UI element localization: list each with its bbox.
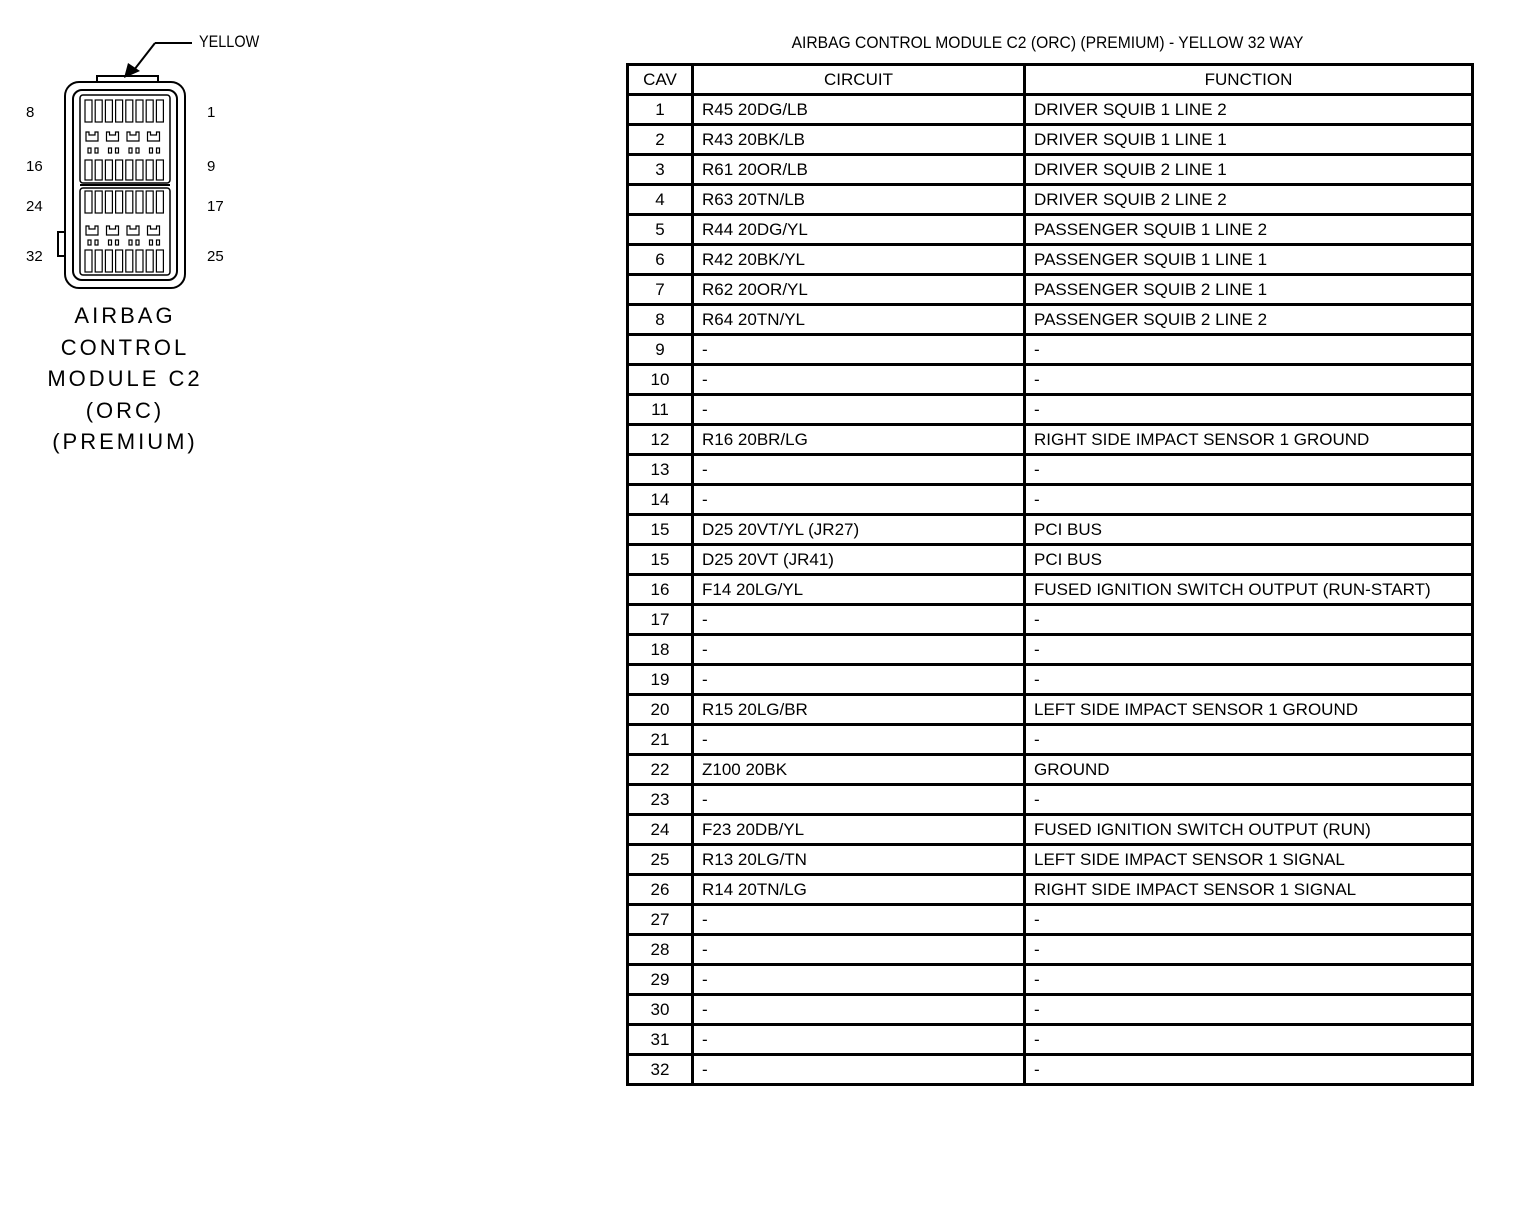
cell-circuit: - xyxy=(693,665,1025,695)
table-row xyxy=(628,635,1473,665)
cell-cav: 25 xyxy=(628,845,693,875)
pinout-table xyxy=(626,63,1474,1086)
cell-circuit: D25 20VT (JR41) xyxy=(693,545,1025,575)
table-row xyxy=(628,335,1473,365)
cavity xyxy=(156,250,163,272)
cavity xyxy=(85,160,92,180)
cell-cav: 13 xyxy=(628,455,693,485)
cell-circuit: R43 20BK/LB xyxy=(693,125,1025,155)
cell-circuit: R14 20TN/LG xyxy=(693,875,1025,905)
cell-cav: 15 xyxy=(628,515,693,545)
table-row xyxy=(628,1055,1473,1085)
cell-cav: 2 xyxy=(628,125,693,155)
table-row xyxy=(628,95,1473,125)
cavity xyxy=(136,160,143,180)
cell-cav: 8 xyxy=(628,305,693,335)
cavity xyxy=(105,100,112,122)
cell-function: - xyxy=(1025,965,1473,995)
cell-cav: 19 xyxy=(628,665,693,695)
pin-label-24: 24 xyxy=(26,198,43,215)
cell-circuit: R13 20LG/TN xyxy=(693,845,1025,875)
cell-function: - xyxy=(1025,995,1473,1025)
cavity xyxy=(136,191,143,213)
cavity-latch xyxy=(127,132,139,141)
cell-circuit: - xyxy=(693,1055,1025,1085)
cell-function: - xyxy=(1025,455,1473,485)
cell-function: - xyxy=(1025,1055,1473,1085)
table-row xyxy=(628,365,1473,395)
cell-cav: 12 xyxy=(628,425,693,455)
cavity xyxy=(116,191,123,213)
cell-function: PASSENGER SQUIB 1 LINE 1 xyxy=(1025,245,1473,275)
cavity-latch xyxy=(148,226,160,235)
table-header-row xyxy=(628,65,1473,95)
cavity xyxy=(88,240,91,245)
table-row xyxy=(628,245,1473,275)
table-row xyxy=(628,215,1473,245)
cell-circuit: R63 20TN/LB xyxy=(693,185,1025,215)
table-body xyxy=(628,95,1473,1085)
cavity xyxy=(146,250,153,272)
cell-cav: 5 xyxy=(628,215,693,245)
cavity xyxy=(105,191,112,213)
cell-cav: 32 xyxy=(628,1055,693,1085)
cavity xyxy=(146,191,153,213)
table-row xyxy=(628,275,1473,305)
cell-function: RIGHT SIDE IMPACT SENSOR 1 GROUND xyxy=(1025,425,1473,455)
cavity xyxy=(85,250,92,272)
cavity xyxy=(95,250,102,272)
table-row xyxy=(628,305,1473,335)
cell-cav: 23 xyxy=(628,785,693,815)
header-circuit: CIRCUIT xyxy=(693,65,1025,95)
cell-function: DRIVER SQUIB 1 LINE 2 xyxy=(1025,95,1473,125)
cavity xyxy=(116,100,123,122)
cavity xyxy=(116,148,119,153)
cavity xyxy=(157,148,160,153)
cell-circuit: - xyxy=(693,395,1025,425)
table-row xyxy=(628,905,1473,935)
connector-body xyxy=(58,76,185,288)
cavity xyxy=(156,191,163,213)
cell-function: - xyxy=(1025,485,1473,515)
connector-caption xyxy=(20,300,230,458)
cell-circuit: - xyxy=(693,725,1025,755)
table-row xyxy=(628,815,1473,845)
cell-cav: 29 xyxy=(628,965,693,995)
caption-line: AIRBAG xyxy=(74,303,176,328)
cell-function: PCI BUS xyxy=(1025,515,1473,545)
table-row xyxy=(628,875,1473,905)
cell-function: LEFT SIDE IMPACT SENSOR 1 GROUND xyxy=(1025,695,1473,725)
table-row xyxy=(628,455,1473,485)
cell-function: - xyxy=(1025,635,1473,665)
cell-function: - xyxy=(1025,1025,1473,1055)
cavity-latch xyxy=(86,132,98,141)
cell-circuit: R61 20OR/LB xyxy=(693,155,1025,185)
pin-label-17: 17 xyxy=(207,198,224,215)
cell-cav: 18 xyxy=(628,635,693,665)
cell-circuit: - xyxy=(693,935,1025,965)
cell-function: - xyxy=(1025,905,1473,935)
caption-line: (ORC) xyxy=(85,397,165,423)
cell-cav: 24 xyxy=(628,815,693,845)
cavity xyxy=(95,100,102,122)
table-row xyxy=(628,935,1473,965)
cell-function: PCI BUS xyxy=(1025,545,1473,575)
cavity xyxy=(129,240,132,245)
cavity xyxy=(156,100,163,122)
table-row xyxy=(628,1025,1473,1055)
cavity xyxy=(105,160,112,180)
table-row xyxy=(628,155,1473,185)
cavity xyxy=(109,240,112,245)
cell-cav: 3 xyxy=(628,155,693,185)
cell-circuit: - xyxy=(693,995,1025,1025)
caption-line: (PREMIUM) xyxy=(52,429,198,454)
cavity xyxy=(88,148,91,153)
header-function: FUNCTION xyxy=(1025,65,1473,95)
cell-cav: 30 xyxy=(628,995,693,1025)
pin-label-8: 8 xyxy=(26,104,35,121)
cell-circuit: R42 20BK/YL xyxy=(693,245,1025,275)
cell-circuit: - xyxy=(693,1025,1025,1055)
table-row xyxy=(628,845,1473,875)
cell-function: FUSED IGNITION SWITCH OUTPUT (RUN) xyxy=(1025,815,1473,845)
cell-cav: 20 xyxy=(628,695,693,725)
cell-circuit: R44 20DG/YL xyxy=(693,215,1025,245)
cell-circuit: - xyxy=(693,635,1025,665)
cell-function: PASSENGER SQUIB 2 LINE 1 xyxy=(1025,275,1473,305)
cell-circuit: F23 20DB/YL xyxy=(693,815,1025,845)
cell-cav: 31 xyxy=(628,1025,693,1055)
cell-cav: 1 xyxy=(628,95,693,125)
cavity xyxy=(95,160,102,180)
cavity xyxy=(95,148,98,153)
cell-function: FUSED IGNITION SWITCH OUTPUT (RUN-START) xyxy=(1025,575,1473,605)
table-row xyxy=(628,425,1473,455)
cell-cav: 17 xyxy=(628,605,693,635)
cavity xyxy=(136,100,143,122)
cell-function: PASSENGER SQUIB 1 LINE 2 xyxy=(1025,215,1473,245)
header-cav: CAV xyxy=(628,65,693,95)
cell-function: - xyxy=(1025,785,1473,815)
pin-label-9: 9 xyxy=(207,158,216,175)
cell-circuit: - xyxy=(693,785,1025,815)
cell-circuit: R45 20DG/LB xyxy=(693,95,1025,125)
table-row xyxy=(628,125,1473,155)
cell-function: - xyxy=(1025,935,1473,965)
cell-function: - xyxy=(1025,395,1473,425)
cavity xyxy=(156,160,163,180)
cavity xyxy=(146,160,153,180)
cell-cav: 28 xyxy=(628,935,693,965)
cell-function: DRIVER SQUIB 2 LINE 2 xyxy=(1025,185,1473,215)
cavity xyxy=(150,148,153,153)
cell-circuit: R62 20OR/YL xyxy=(693,275,1025,305)
cell-cav: 26 xyxy=(628,875,693,905)
cell-circuit: Z100 20BK xyxy=(693,755,1025,785)
table-row xyxy=(628,575,1473,605)
cell-cav: 4 xyxy=(628,185,693,215)
pin-label-32: 32 xyxy=(26,248,43,265)
table-row xyxy=(628,665,1473,695)
pin-label-16: 16 xyxy=(26,158,43,175)
cell-function: RIGHT SIDE IMPACT SENSOR 1 SIGNAL xyxy=(1025,875,1473,905)
cell-cav: 9 xyxy=(628,335,693,365)
cavity-latch xyxy=(107,132,119,141)
cell-function: PASSENGER SQUIB 2 LINE 2 xyxy=(1025,305,1473,335)
cavity xyxy=(85,100,92,122)
table-row xyxy=(628,545,1473,575)
cavity xyxy=(146,100,153,122)
cell-circuit: - xyxy=(693,965,1025,995)
cavity xyxy=(116,250,123,272)
cell-function: - xyxy=(1025,335,1473,365)
cavity xyxy=(126,250,133,272)
caption-line: CONTROL xyxy=(60,334,190,360)
cavity xyxy=(95,240,98,245)
cell-function: - xyxy=(1025,365,1473,395)
cell-cav: 14 xyxy=(628,485,693,515)
cavity-latch xyxy=(107,226,119,235)
cell-cav: 10 xyxy=(628,365,693,395)
cell-function: - xyxy=(1025,725,1473,755)
table-row xyxy=(628,515,1473,545)
cell-circuit: D25 20VT/YL (JR27) xyxy=(693,515,1025,545)
cell-function: DRIVER SQUIB 1 LINE 1 xyxy=(1025,125,1473,155)
cell-cav: 7 xyxy=(628,275,693,305)
table-row xyxy=(628,755,1473,785)
cavity xyxy=(85,191,92,213)
cavity xyxy=(105,250,112,272)
table-title: AIRBAG CONTROL MODULE C2 (ORC) (PREMIUM) - YELLOW 32 WAY xyxy=(791,33,1304,52)
cell-function: - xyxy=(1025,665,1473,695)
cell-function: GROUND xyxy=(1025,755,1473,785)
cell-circuit: - xyxy=(693,455,1025,485)
cavity-latch xyxy=(148,132,160,141)
cavity xyxy=(157,240,160,245)
table-row xyxy=(628,395,1473,425)
cavity xyxy=(136,250,143,272)
cavity xyxy=(136,240,139,245)
cell-circuit: F14 20LG/YL xyxy=(693,575,1025,605)
cell-circuit: R64 20TN/YL xyxy=(693,305,1025,335)
table-row xyxy=(628,725,1473,755)
cell-cav: 22 xyxy=(628,755,693,785)
connector-color-label: YELLOW xyxy=(199,32,260,51)
caption-line: MODULE C2 xyxy=(47,366,203,391)
cavity xyxy=(126,100,133,122)
pin-label-25: 25 xyxy=(207,248,224,265)
cavity xyxy=(129,148,132,153)
cell-cav: 16 xyxy=(628,575,693,605)
cavity xyxy=(150,240,153,245)
cavity-latch xyxy=(86,226,98,235)
table-row xyxy=(628,965,1473,995)
cell-cav: 27 xyxy=(628,905,693,935)
cell-function: DRIVER SQUIB 2 LINE 1 xyxy=(1025,155,1473,185)
cavity-latch xyxy=(127,226,139,235)
table-row xyxy=(628,605,1473,635)
cell-cav: 11 xyxy=(628,395,693,425)
cell-function: - xyxy=(1025,605,1473,635)
table-row xyxy=(628,995,1473,1025)
table-row xyxy=(628,785,1473,815)
cell-circuit: R16 20BR/LG xyxy=(693,425,1025,455)
table-row xyxy=(628,185,1473,215)
cell-cav: 15 xyxy=(628,545,693,575)
cavity xyxy=(109,148,112,153)
color-leader-arrow xyxy=(124,43,192,78)
cell-circuit: - xyxy=(693,905,1025,935)
cell-circuit: - xyxy=(693,365,1025,395)
cavity xyxy=(126,160,133,180)
table-row xyxy=(628,695,1473,725)
cell-cav: 21 xyxy=(628,725,693,755)
cell-circuit: - xyxy=(693,335,1025,365)
cavity xyxy=(136,148,139,153)
cavity xyxy=(95,191,102,213)
cavity xyxy=(116,160,123,180)
cell-function: LEFT SIDE IMPACT SENSOR 1 SIGNAL xyxy=(1025,845,1473,875)
cell-circuit: - xyxy=(693,605,1025,635)
table-row xyxy=(628,485,1473,515)
pin-label-1: 1 xyxy=(207,104,216,121)
cavity xyxy=(116,240,119,245)
cavity xyxy=(126,191,133,213)
cell-circuit: - xyxy=(693,485,1025,515)
cell-circuit: R15 20LG/BR xyxy=(693,695,1025,725)
cell-cav: 6 xyxy=(628,245,693,275)
